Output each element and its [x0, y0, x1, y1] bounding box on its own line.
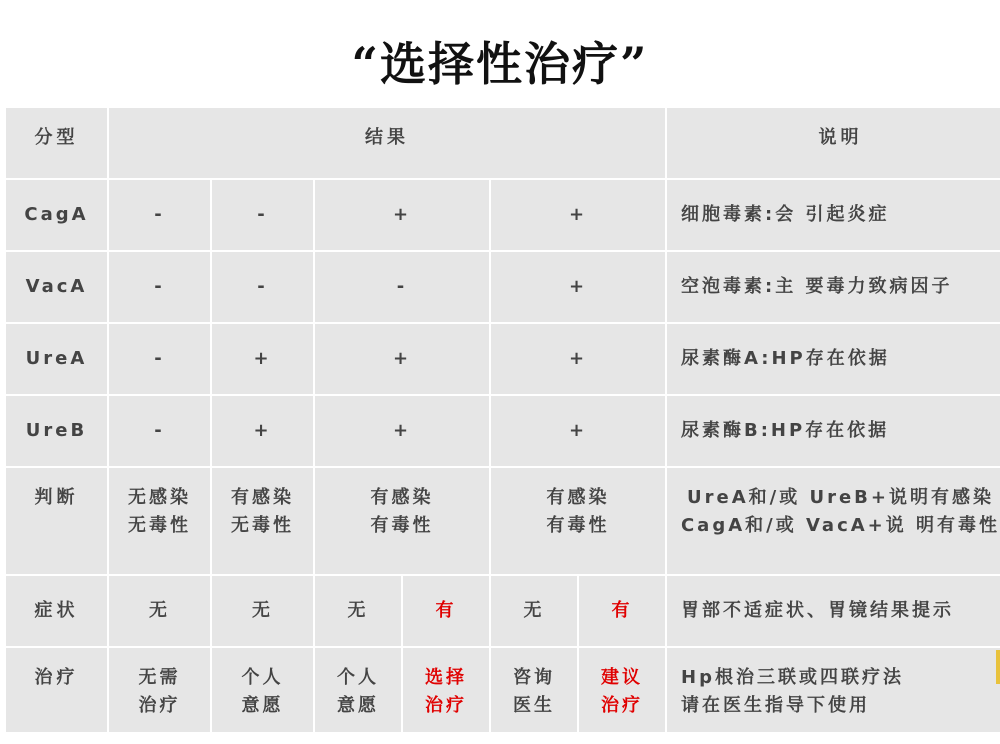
treatment-col3b: 选择 治疗: [403, 648, 489, 732]
vaca-col1: -: [109, 252, 210, 322]
urea-col1: -: [109, 324, 210, 394]
judgment-col1: 无感染 无毒性: [109, 468, 210, 574]
row-label-caga: CagA: [6, 180, 107, 250]
ureb-note: 尿素酶B:HP存在依据: [667, 396, 1000, 466]
ureb-col3: +: [315, 396, 489, 466]
judgment-col4: 有感染 有毒性: [491, 468, 665, 574]
row-label-treatment: 治疗: [6, 648, 107, 732]
symptom-col4b: 有: [579, 576, 665, 646]
symptom-note: 胃部不适症状、胃镜结果提示: [667, 576, 1000, 646]
judgment-note: UreA和/或 UreB+说明有感染 CagA和/或 VacA+说 明有毒性: [667, 468, 1000, 574]
treatment-col4b: 建议 治疗: [579, 648, 665, 732]
header-note: 说明: [667, 108, 1000, 178]
caga-col2: -: [212, 180, 313, 250]
classification-table: [6, 108, 1000, 744]
symptom-col3b: 有: [403, 576, 489, 646]
urea-col3: +: [315, 324, 489, 394]
treatment-col2: 个人 意愿: [212, 648, 313, 732]
vaca-note: 空泡毒素:主 要毒力致病因子: [667, 252, 1000, 322]
caga-note: 细胞毒素:会 引起炎症: [667, 180, 1000, 250]
urea-note: 尿素酶A:HP存在依据: [667, 324, 1000, 394]
caga-col4: +: [491, 180, 665, 250]
judgment-col2: 有感染 无毒性: [212, 468, 313, 574]
vaca-col2: -: [212, 252, 313, 322]
row-label-judgment: 判断: [6, 468, 107, 574]
treatment-col3a: 个人 意愿: [315, 648, 401, 732]
ureb-col2: +: [212, 396, 313, 466]
row-label-ureb: UreB: [6, 396, 107, 466]
urea-col2: +: [212, 324, 313, 394]
caga-col3: +: [315, 180, 489, 250]
slide-title: “选择性治疗”: [351, 37, 649, 91]
header-result: 结果: [109, 108, 665, 178]
row-label-symptom: 症状: [6, 576, 107, 646]
edge-accent-mark: [996, 650, 1000, 684]
vaca-col4: +: [491, 252, 665, 322]
row-label-vaca: VacA: [6, 252, 107, 322]
symptom-col4a: 无: [491, 576, 577, 646]
header-type: 分型: [6, 108, 107, 178]
urea-col4: +: [491, 324, 665, 394]
caga-col1: -: [109, 180, 210, 250]
row-label-urea: UreA: [6, 324, 107, 394]
symptom-col2: 无: [212, 576, 313, 646]
ureb-col1: -: [109, 396, 210, 466]
vaca-col3: -: [315, 252, 489, 322]
treatment-col4a: 咨询 医生: [491, 648, 577, 732]
judgment-col3: 有感染 有毒性: [315, 468, 489, 574]
symptom-col1: 无: [109, 576, 210, 646]
treatment-note: Hp根治三联或四联疗法 请在医生指导下使用: [667, 648, 1000, 732]
ureb-col4: +: [491, 396, 665, 466]
treatment-col1: 无需 治疗: [109, 648, 210, 732]
symptom-col3a: 无: [315, 576, 401, 646]
